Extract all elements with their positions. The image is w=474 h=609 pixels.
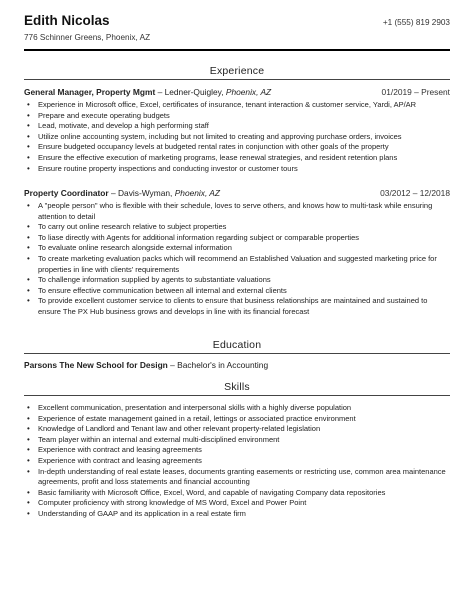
candidate-name: Edith Nicolas bbox=[24, 13, 110, 28]
list-item: • To create marketing evaluation packs which will recommend an Established Valuation and suggested marketing price for properties in line with clients' requirements bbox=[38, 254, 446, 275]
list-item: • Knowledge of Landlord and Tenant law and other relevant property-related legislation bbox=[38, 424, 446, 435]
candidate-phone: +1 (555) 819 2903 bbox=[382, 18, 450, 27]
list-item: • To ensure effective communication between all internal and external clients bbox=[38, 286, 446, 297]
job-1-bullets bbox=[24, 100, 446, 174]
list-item: • Computer proficiency with strong knowledge of MS Word, Excel and Power Point bbox=[38, 498, 446, 509]
job-dates: 03/2012 – 12/2018 bbox=[380, 188, 450, 198]
education-degree: Bachelor's in Accounting bbox=[177, 360, 269, 370]
list-item: • Utilize online accounting system, including but not limited to creating and approving purchase orders, invoices bbox=[38, 132, 446, 143]
job-title: General Manager, Property Mgmt bbox=[24, 87, 156, 97]
job-dates: 01/2019 – Present bbox=[381, 87, 450, 97]
list-item: • To provide excellent customer service to clients to ensure that business relationships are maintained and sustained to ensure The PX Hub business grows and develops in line with its financial forecast bbox=[38, 296, 446, 317]
list-item: • To carry out online research relative to subject properties bbox=[38, 222, 446, 233]
list-item: • To liase directly with Agents for additional information regarding subject or comparable properties bbox=[38, 233, 446, 244]
skills-list bbox=[24, 403, 446, 520]
job-location: Phoenix, AZ bbox=[225, 87, 272, 97]
job-location: Phoenix, AZ bbox=[174, 188, 221, 198]
list-item: • Basic familiarity with Microsoft Office, Excel, Word, and capable of navigating Company data repositories bbox=[38, 488, 446, 499]
list-item: • Team player within an internal and external multi-disciplined environment bbox=[38, 435, 446, 446]
skills-section-title: Skills bbox=[24, 381, 450, 396]
list-item: • In-depth understanding of real estate leases, documents granting easements or restricting use, common area maintenance agreements, profit and loss statements and financial accounting bbox=[38, 467, 446, 488]
education-school: Parsons The New School for Design bbox=[24, 360, 168, 370]
job-separator: – bbox=[108, 188, 118, 198]
job-header-2 bbox=[24, 188, 450, 199]
list-item: • Ensure routine property inspections and conducting investor or customer tours bbox=[38, 164, 446, 175]
job-title: Property Coordinator bbox=[24, 188, 109, 198]
experience-section-title: Experience bbox=[24, 65, 450, 80]
candidate-address: 776 Schinner Greens, Phoenix, AZ bbox=[24, 33, 151, 42]
job-header-1 bbox=[24, 87, 450, 98]
list-item: • Experience in Microsoft office, Excel, certificates of insurance, tenant interaction & customer service, Yardi, AP/AR bbox=[38, 100, 446, 111]
job-separator: – bbox=[155, 87, 165, 97]
list-item: • To evaluate online research alongside external information bbox=[38, 243, 446, 254]
job-company: Davis-Wyman, bbox=[118, 188, 175, 198]
list-item: • Experience of estate management gained in a retail, lettings or associated practice environment bbox=[38, 414, 446, 425]
education-separator: – bbox=[167, 360, 178, 370]
list-item: • Lead, motivate, and develop a high performing staff bbox=[38, 121, 446, 132]
education-entry bbox=[24, 360, 450, 370]
list-item: • Prepare and execute operating budgets bbox=[38, 111, 446, 122]
education-section-title: Education bbox=[24, 339, 450, 354]
list-item: • To challenge information supplied by agents to substantiate valuations bbox=[38, 275, 446, 286]
job-company: Ledner-Quigley, bbox=[164, 87, 226, 97]
job-2-bullets bbox=[24, 201, 446, 318]
list-item: • Experience with contract and leasing agreements bbox=[38, 445, 446, 456]
list-item: • A "people person" who is flexible with their schedule, loves to serve others, and knows how to multi-task while ensuring attention to detail bbox=[38, 201, 446, 222]
resume-header bbox=[24, 13, 450, 51]
list-item: • Ensure budgeted occupancy levels at budgeted rental rates in conjunction with other goals of the property bbox=[38, 142, 446, 153]
list-item: • Excellent communication, presentation and interpersonal skills with a highly diverse population bbox=[38, 403, 446, 414]
list-item: • Experience with contract and leasing agreements bbox=[38, 456, 446, 467]
list-item: • Ensure the effective execution of marketing programs, lease renewal strategies, and resident retention plans bbox=[38, 153, 446, 164]
list-item: • Understanding of GAAP and its application in a real estate firm bbox=[38, 509, 446, 520]
